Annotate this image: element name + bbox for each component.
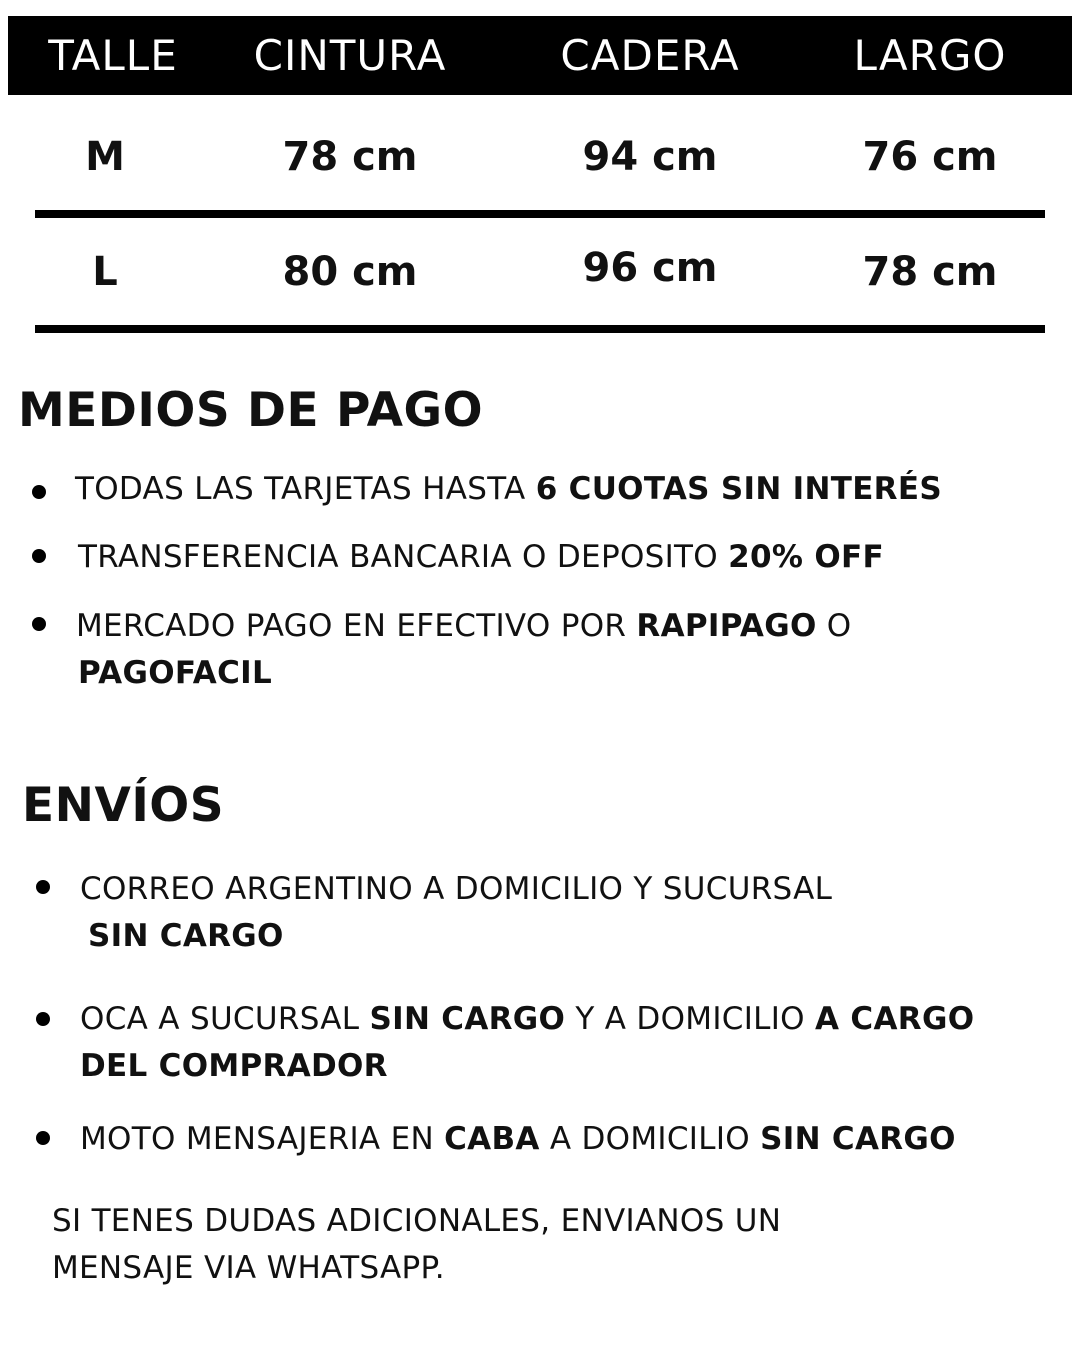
payment-section-title: MEDIOS DE PAGO [18, 383, 484, 438]
row-l-cintura: 80 cm [282, 249, 418, 295]
payment-item-mercadopago: MERCADO PAGO EN EFECTIVO POR RAPIPAGO O [76, 608, 852, 644]
row-m-cadera: 94 cm [582, 134, 718, 180]
payment-item-transfer: TRANSFERENCIA BANCARIA O DEPOSITO 20% OFF [78, 539, 884, 575]
row-m-cintura: 78 cm [282, 134, 418, 180]
header-largo: LARGO [853, 31, 1007, 80]
footer-line-1: SI TENES DUDAS ADICIONALES, ENVIANOS UN [52, 1203, 782, 1239]
footer-line-2: MENSAJE VIA WHATSAPP. [52, 1250, 445, 1286]
header-cadera: CADERA [560, 31, 740, 80]
shipping-item-oca-cont: DEL COMPRADOR [80, 1048, 388, 1084]
bullet-icon [32, 617, 46, 631]
shipping-item-oca: OCA A SUCURSAL SIN CARGO Y A DOMICILIO A CARGO [80, 1001, 975, 1037]
bullet-icon [36, 1131, 50, 1145]
header-talle: TALLE [48, 31, 178, 80]
table-bottom-divider [35, 325, 1045, 333]
shipping-item-correo: CORREO ARGENTINO A DOMICILIO Y SUCURSAL [80, 871, 833, 907]
row-m-talle: M [85, 134, 125, 180]
bullet-icon [32, 485, 46, 499]
row-l-largo: 78 cm [862, 249, 998, 295]
size-table-header [8, 16, 1072, 95]
bullet-icon [36, 880, 50, 894]
row-l-cadera: 96 cm [582, 245, 718, 291]
footer-note [52, 1198, 1012, 1292]
payment-item-mercadopago-cont: PAGOFACIL [78, 655, 273, 691]
bullet-icon [36, 1012, 50, 1026]
row-m-largo: 76 cm [862, 134, 998, 180]
shipping-item-correo-cont: SIN CARGO [88, 918, 284, 954]
payment-item-cards: TODAS LAS TARJETAS HASTA 6 CUOTAS SIN INTERÉS [75, 471, 942, 507]
table-row-divider [35, 210, 1045, 218]
shipping-item-moto: MOTO MENSAJERIA EN CABA A DOMICILIO SIN CARGO [80, 1121, 956, 1157]
header-cintura: CINTURA [253, 31, 447, 80]
row-l-talle: L [92, 249, 118, 295]
shipping-section-title: ENVÍOS [22, 778, 225, 833]
bullet-icon [32, 549, 46, 563]
